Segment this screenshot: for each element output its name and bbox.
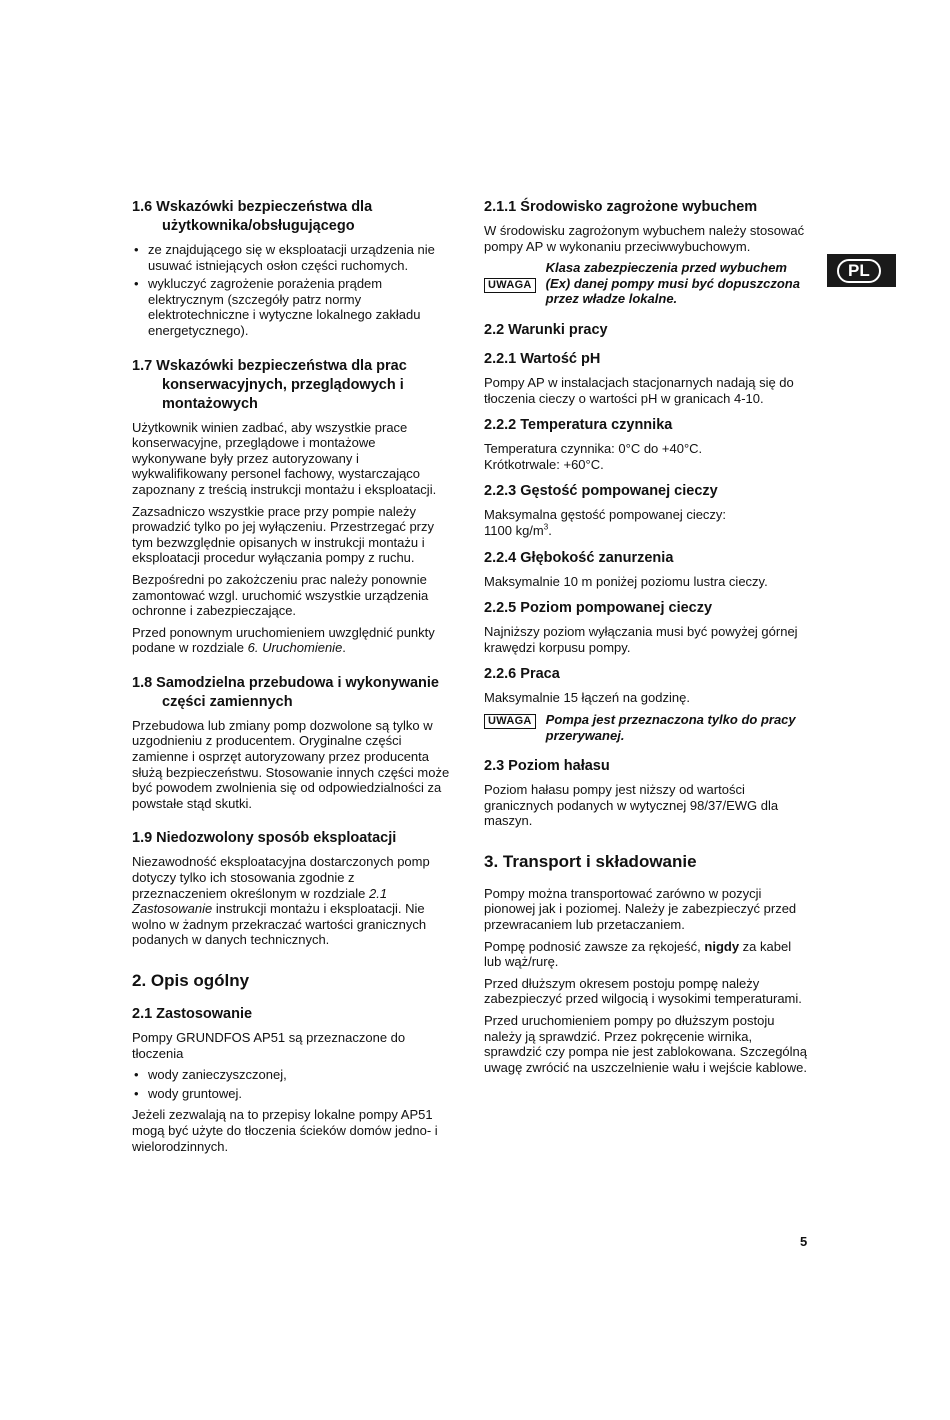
paragraph-text: Pompę podnosić zawsze za rękojeść, <box>484 938 705 954</box>
paragraph: Poziom hałasu pompy jest niższy od wartości granicznych podanych w wytycznej 98/37/EWG dla maszyn. <box>484 782 779 829</box>
paragraph <box>132 625 452 656</box>
list-item: • ze znajdującego się w eksploatacji urządzenia nie usuwać istniejących osłon części ruchomych. <box>132 242 452 273</box>
list-item: • wody gruntowej. <box>132 1086 452 1102</box>
language-badge-label: PL <box>837 259 881 283</box>
paragraph-text: Przed ponownym uruchomieniem uwzględnić punkty podane w rozdziale <box>132 624 435 656</box>
section-1-8-title: 1.8 Samodzielna przebudowa i wykonywanie części zamiennych <box>132 674 439 710</box>
paragraph: Pompy AP w instalacjach stacjonarnych nadają się do tłoczenia cieczy o wartości pH w granicach 4-10. <box>484 374 794 406</box>
warning-text: Klasa zabezpieczenia przed wybuchem (Ex) danej pompy musi być dopuszczona przez władze lokalne. <box>545 260 800 307</box>
section-2-3-title: 2.3 Poziom hałasu <box>484 758 610 775</box>
paragraph-text: Krótkotrwale: +60°C. <box>484 456 604 472</box>
paragraph <box>484 939 812 970</box>
section-2-1-list <box>132 1067 452 1101</box>
section-2-2-title: 2.2 Warunki pracy <box>484 321 608 338</box>
paragraph-text: 1100 kg/m <box>484 522 544 538</box>
paragraph: Przed dłuższym okresem postoju pompę należy zabezpieczyć przed wilgocią i wysokimi temperaturami. <box>484 975 802 1007</box>
paragraph-text: instrukcji montażu i eksploatacji. Nie wolno w żadnym przekraczać wartości granicznych podanych w danych technicznych. <box>132 901 427 948</box>
section-2-2-3-title: 2.2.3 Gęstość pompowanej cieczy <box>484 483 718 500</box>
paragraph <box>132 854 452 948</box>
paragraph: Najniższy poziom wyłączania musi być powyżej górnej krawędzi korpusu pompy. <box>484 624 798 655</box>
paragraph: Maksymalnie 15 łączeń na godzinę. <box>484 690 690 706</box>
paragraph: Jeżeli zezwalają na to przepisy lokalne pompy AP51 mogą być użyte do tłoczenia ścieków domów jedno- i wielorodzinnych. <box>132 1107 438 1154</box>
paragraph <box>484 507 812 538</box>
paragraph: Pompy GRUNDFOS AP51 są przeznaczone do tłoczenia <box>132 1030 406 1061</box>
warning-label: UWAGA <box>484 714 536 729</box>
paragraph: Użytkownik winien zadbać, aby wszystkie prace konserwacyjne, przeglądowe i montażowe wykonywane były przez autoryzowany i wykwalifikowany personel fachowy, wystarczająco zapoznany z treścią instrukcji montażu i eksploatacji. <box>132 419 437 497</box>
chapter-reference: 6. Uruchomienie <box>247 640 343 656</box>
paragraph-text: Temperatura czynnika: 0°C do +40°C. <box>484 441 703 457</box>
list-item: • wykluczyć zagrożenie porażenia prądem elektrycznym (szczegóły patrz normy elektrotechniczne i wytyczne lokalnego zakładu energetycznego). <box>132 276 452 338</box>
warning-label: UWAGA <box>484 278 536 293</box>
section-2-2-4-title: 2.2.4 Głębokość zanurzenia <box>484 549 674 566</box>
left-column <box>132 198 452 1160</box>
page-number: 5 <box>800 1234 808 1249</box>
language-badge <box>827 254 896 287</box>
warning-text: Pompa jest przeznaczona tylko do pracy przerywanej. <box>545 711 796 743</box>
section-2-2-6-title: 2.2.6 Praca <box>484 666 560 683</box>
paragraph-text: za kabel lub wąż/rurę. <box>484 938 792 970</box>
section-2-1-1-title: 2.1.1 Środowisko zagrożone wybuchem <box>484 199 758 215</box>
paragraph <box>484 441 812 472</box>
paragraph-text: . <box>342 640 346 656</box>
emphasis: nigdy <box>704 938 740 954</box>
section-1-7-title: 1.7 Wskazówki bezpieczeństwa dla prac konserwacyjnych, przeglądowych i montażowych <box>132 357 407 412</box>
paragraph: Przebudowa lub zmiany pomp dozwolone są tylko w uzgodnieniu z producentem. Oryginalne części zamienne i osprzęt autoryzowany przez producenta służą bezpieczeństwu. Stosowanie innych części może być powodem zwolnienia się od odpowiedzialności za powstałe stąd skutki. <box>132 717 450 811</box>
section-1-6-list <box>132 242 452 339</box>
paragraph-text: Maksymalna gęstość pompowanej cieczy: <box>484 507 727 523</box>
right-column <box>484 198 812 1081</box>
paragraph: Przed uruchomieniem pompy po dłuższym postoju należy ją sprawdzić. Przez pokręcenie wirnika, sprawdzić czy pompa nie jest zablokowana. Szczególną uwagę zwrócić na uszczelnienie wału i wejście kablowe. <box>484 1013 808 1075</box>
warning-note <box>484 712 812 743</box>
paragraph: Maksymalnie 10 m poniżej poziomu lustra cieczy. <box>484 573 768 589</box>
paragraph-text: Niezawodność eksploatacyjna dostarczonych pomp dotyczy tylko ich stosowania zgodnie z przeznaczeniem określonym w rozdziale <box>132 854 430 901</box>
paragraph: Pompy można transportować zarówno w pozycji pionowej jak i poziomej. Należy je zabezpieczyć przed przewracaniem lub przetaczaniem. <box>484 885 797 933</box>
paragraph: W środowisku zagrożonym wybuchem należy stosować pompy AP w wykonaniu przeciwwybuchowym. <box>484 223 805 254</box>
section-2-2-1-title: 2.2.1 Wartość pH <box>484 350 601 367</box>
section-2-title: 2. Opis ogólny <box>132 971 250 990</box>
paragraph: Bezpośredni po zakożczeniu prac należy ponownie zamontować wzgl. uruchomić wszystkie urządzenia ochronne i zabezpieczające. <box>132 571 429 619</box>
superscript: 3 <box>543 522 549 532</box>
paragraph-text: . <box>548 522 552 538</box>
section-3-title: 3. Transport i składowanie <box>484 851 697 871</box>
warning-note <box>484 260 812 307</box>
section-2-2-5-title: 2.2.5 Poziom pompowanej cieczy <box>484 600 713 617</box>
chapter-reference: 2.1 Zastosowanie <box>132 885 388 917</box>
paragraph: Zazsadniczo wszystkie prace przy pompie należy prowadzić tylko po jej wyłączeniu. Przestrzegać przy tym bezwzględnie opisanych w instrukcji montażu i eksploatacji procedur wyłączania pompy z ruchu. <box>132 503 435 566</box>
section-1-9-title: 1.9 Niedozwolony sposób eksploatacji <box>132 830 397 847</box>
list-item: • wody zanieczyszczonej, <box>132 1067 452 1083</box>
section-2-2-2-title: 2.2.2 Temperatura czynnika <box>484 417 673 434</box>
section-2-1-title: 2.1 Zastosowanie <box>132 1006 253 1022</box>
section-1-6-title: 1.6 Wskazówki bezpieczeństwa dla użytkownika/obsługującego <box>132 199 373 234</box>
